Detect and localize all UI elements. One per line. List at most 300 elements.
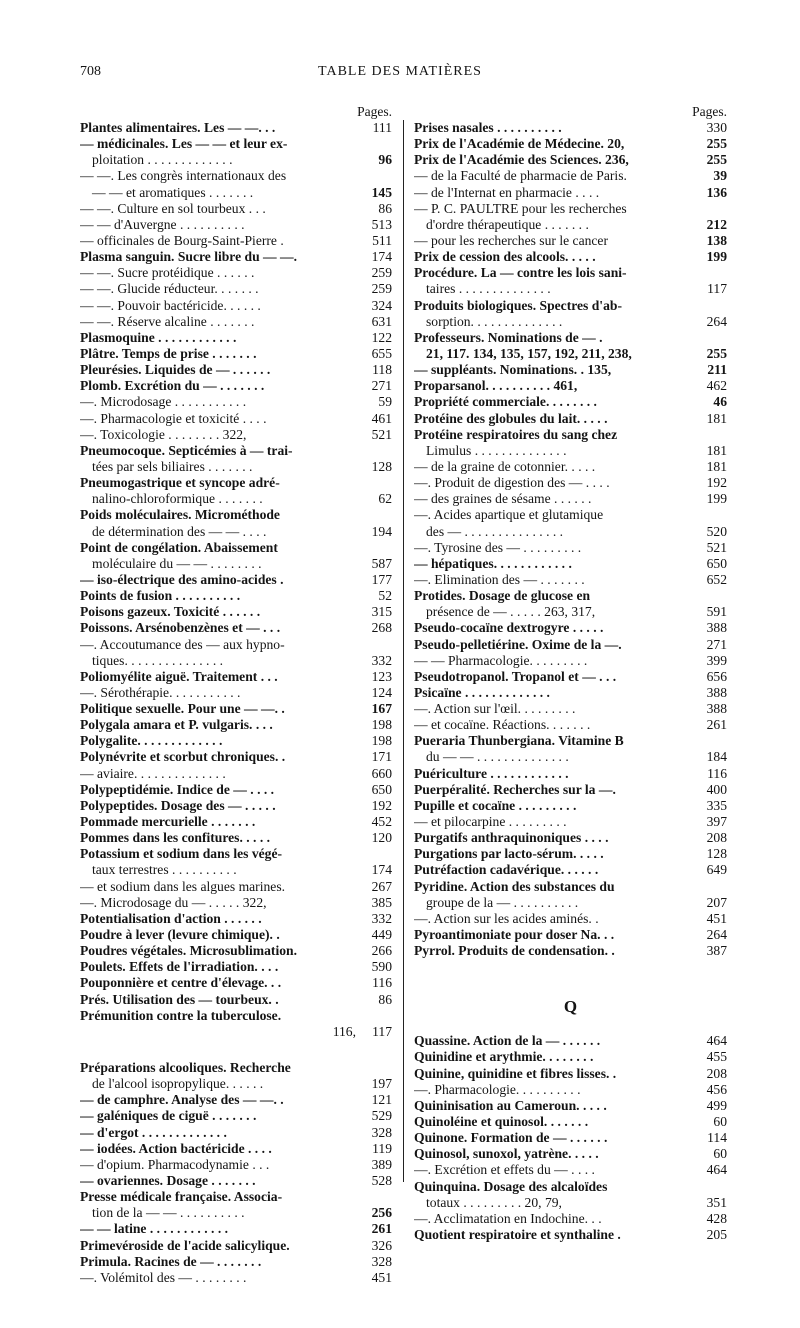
entry-page-number: 128 [369,459,392,475]
entry-text: groupe de la — . . . . . . . . . . [426,894,579,910]
index-entry [414,217,727,233]
left-column [80,103,392,1286]
entry-page-number: 86 [375,201,392,217]
entry-text: sorption. . . . . . . . . . . . . . [426,313,563,329]
index-entry [414,588,727,604]
entry-page-number: 122 [369,330,392,346]
entry-text: Politique sexuelle. Pour une — —. . [80,701,285,717]
entry-page-number: 116 [704,766,727,782]
entry-text: — de la graine de cotonnier. . . . . [414,458,596,474]
entry-page-number: 271 [704,637,727,653]
entry-page-number: 86 [375,992,392,1008]
entry-text: Limulus . . . . . . . . . . . . . . [426,442,567,458]
index-entry [80,346,392,362]
entry-page-number: 136 [704,185,727,201]
index-entry [414,895,727,911]
index-entry [80,298,392,314]
entry-text: —. Elimination des — . . . . . . . [414,571,585,587]
entry-page-number: 138 [704,233,727,249]
entry-page-number: 660 [369,766,392,782]
index-entry [80,443,392,459]
entry-page-number: 529 [369,1108,392,1124]
index-entry [80,637,392,653]
index-entry [414,298,727,314]
entry-text: Quininisation au Cameroun. . . . . [414,1097,607,1113]
entry-text: Presse médicale française. Associa- [80,1189,283,1205]
index-entry [80,620,392,636]
entry-page-number: 388 [704,620,727,636]
entry-text: Pneumocoque. Septicémies à — trai- [80,442,293,458]
index-entry [414,669,727,685]
entry-text: taires . . . . . . . . . . . . . . [426,281,551,297]
index-entry [80,378,392,394]
entry-text: — iodées. Action bactéricide . . . . [80,1140,272,1156]
entry-page-number: 181 [704,459,727,475]
entry-page-number: 124 [369,685,392,701]
entry-page-number: 513 [369,217,392,233]
entry-page-number: 464 [704,1162,727,1178]
entry-page-number: 212 [704,217,727,233]
entry-text: de détermination des — — . . . . [92,523,267,539]
entry-page-number: 181 [704,411,727,427]
entry-text: — —. Glucide réducteur. . . . . . . [80,281,259,297]
entry-text: Protéine respiratoires du sang chez [414,426,618,442]
entry-page-number: 461 [369,411,392,427]
entry-page-number: 328 [369,1254,392,1270]
entry-text: Prix de l'Académie de Médecine. 20, [414,136,625,152]
entry-page-number: 397 [704,814,727,830]
index-entry [80,1205,392,1221]
index-entry [414,1195,727,1211]
entry-text: — pour les recherches sur le cancer [414,232,608,248]
index-entry [80,1157,392,1173]
right-q-entries [414,1033,727,1243]
entry-text: Point de congélation. Abaissement [80,539,278,555]
entry-text: — — et aromatiques . . . . . . . [92,184,254,200]
index-entry [414,378,727,394]
entry-page-number: 650 [704,556,727,572]
entry-page-number: 62 [375,491,392,507]
entry-page-number: 264 [704,927,727,943]
index-entry [80,588,392,604]
entry-text: Poissons. Arsénobenzènes et — . . . [80,620,281,636]
entry-text: Plasma sanguin. Sucre libre du — —. [80,249,298,265]
index-entry [414,314,727,330]
entry-page-number: 587 [369,556,392,572]
entry-text: — officinales de Bourg-Saint-Pierre . [80,232,284,248]
index-entry [414,620,727,636]
index-entry [414,943,727,959]
entry-text: 21, 117. 134, 135, 157, 192, 211, 238, [426,345,632,361]
entry-text: Quotient respiratoire et synthaline . [414,1227,621,1242]
index-entry [80,217,392,233]
entry-text: Plomb. Excrétion du — . . . . . . . [80,378,265,394]
entry-text: —. Acides apartique et glutamique [414,507,604,523]
entry-page-number: 60 [710,1114,727,1130]
entry-text: moléculaire du — — . . . . . . . . [92,555,262,571]
entry-page-number: 271 [369,378,392,394]
entry-text: Quassine. Action de la — . . . . . . [414,1033,601,1049]
entry-page-number: 388 [704,701,727,717]
index-entry [414,1162,727,1178]
index-entry [80,604,392,620]
entry-text: ploitation . . . . . . . . . . . . . [92,152,233,168]
index-entry [80,749,392,765]
index-entry [80,782,392,798]
entry-text: Pouponnière et centre d'élevage. . . [80,975,282,991]
entry-page-number: 259 [369,281,392,297]
index-entry [80,766,392,782]
entry-text: — P. C. PAULTRE pour les recherches [414,200,627,216]
entry-text: Plasmoquine . . . . . . . . . . . . [80,329,237,345]
index-entry [80,475,392,491]
entry-text: tiques. . . . . . . . . . . . . . . [92,652,224,668]
entry-text: Professeurs. Nominations de — . [414,329,603,345]
index-entry [80,572,392,588]
entry-text: Plantes alimentaires. Les — —. . . [80,120,276,135]
index-entry [414,685,727,701]
entry-page-number: 177 [369,572,392,588]
entry-page-number: 198 [369,733,392,749]
index-entry [414,814,727,830]
index-entry [80,1254,392,1270]
index-entry [414,281,727,297]
entry-text: —. Microdosage du — . . . . . 322, [80,894,267,910]
entry-page-number: 264 [704,314,727,330]
entry-text: Pseudo-cocaïne dextrogyre . . . . . [414,620,604,636]
entry-page-number: 266 [369,943,392,959]
index-entry [80,281,392,297]
entry-text: — aviaire. . . . . . . . . . . . . . [80,765,226,781]
index-entry [80,1060,392,1076]
entry-page-number: 330 [704,120,727,136]
index-entry [80,507,392,523]
entry-text: Purgations par lacto-sérum. . . . . [414,846,604,862]
index-entry [80,992,392,1008]
index-entry [80,959,392,975]
index-entry [80,1092,392,1108]
entry-page-number: 171 [369,749,392,765]
index-entry [80,895,392,911]
index-entry [414,1082,727,1098]
index-entry [414,766,727,782]
entry-text: — —. Culture en sol tourbeux . . . [80,200,266,216]
entry-page-number: 192 [704,475,727,491]
index-entry [80,879,392,895]
entry-text: Protides. Dosage de glucose en [414,588,591,604]
entry-page-number: 52 [375,588,392,604]
entry-page-number: 261 [704,717,727,733]
index-entry [80,653,392,669]
entry-page-number: 631 [369,314,392,330]
entry-page-number: 451 [704,911,727,927]
entry-text: — ovariennes. Dosage . . . . . . . [80,1173,256,1188]
index-entry [80,120,392,136]
entry-text: Prix de cession des alcools. . . . . [414,249,596,265]
entry-text: — d'ergot . . . . . . . . . . . . . [80,1124,227,1140]
entry-page-number: 385 [369,895,392,911]
entry-page-number: 456 [704,1082,727,1098]
entry-page-number: 181 [704,443,727,459]
entry-text: Pyridine. Action des substances du [414,878,615,894]
entry-text: — et pilocarpine . . . . . . . . . [414,814,567,830]
entry-page-number: 121 [369,1092,392,1108]
index-entry [80,1270,392,1286]
pages-label-left: Pages. [357,104,392,119]
index-entry [80,1076,392,1092]
entry-text: Prés. Utilisation des — tourbeux. . [80,991,279,1007]
index-entry [80,862,392,878]
index-entry [80,459,392,475]
entry-page-number: 255 [704,152,727,168]
entry-text: Propriété commerciale. . . . . . . . [414,394,597,410]
entry-text: — de camphre. Analyse des — —. . [80,1092,284,1108]
entry-page-number: 590 [369,959,392,975]
entry-text: Quinoléine et quinosol. . . . . . . [414,1114,589,1130]
index-entry [414,233,727,249]
entry-page-number: 326 [369,1238,392,1254]
index-entry [80,330,392,346]
entry-text: —. Volémitol des — . . . . . . . . [80,1269,247,1285]
entry-text: Procédure. La — contre les lois sani- [414,265,627,281]
index-entry [414,1130,727,1146]
entry-text: Proparsanol. . . . . . . . . . 461, [414,378,578,394]
entry-page-number: 208 [704,830,727,846]
entry-text: Poisons gazeux. Toxicité . . . . . . [80,604,261,620]
entry-page-number: 428 [704,1211,727,1227]
entry-text: — iso-électrique des amino-acides . [80,571,284,587]
right-column [414,103,727,1243]
entry-text: présence de — . . . . . 263, 317, [426,604,596,620]
entry-text: Pseudotropanol. Tropanol et — . . . [414,668,617,684]
entry-page-number: 332 [369,911,392,927]
entry-page-number: 174 [369,862,392,878]
index-entry [80,814,392,830]
entry-text: —. Acclimatation en Indochine. . . [414,1210,602,1226]
entry-page-number: 591 [704,604,727,620]
entry-text: —. Action sur l'œil. . . . . . . . . [414,701,576,717]
entry-text: —. Toxicologie . . . . . . . . 322, [80,426,247,442]
index-entry [414,653,727,669]
index-entry [414,507,727,523]
index-entry [414,443,727,459]
index-entry [414,152,727,168]
entry-text: Primevéroside de l'acide salicylique. [80,1237,290,1253]
index-entry [414,556,727,572]
entry-text: Potentialisation d'action . . . . . . [80,910,262,926]
entry-text: — médicinales. Les — — et leur ex- [80,136,288,152]
index-entry [80,1189,392,1205]
entry-text: du — — . . . . . . . . . . . . . . [426,749,569,765]
pages-label-right: Pages. [692,104,727,119]
index-entry [414,733,727,749]
entry-page-number: 60 [710,1146,727,1162]
entry-text: Quinone. Formation de — . . . . . . [414,1130,608,1146]
entry-text: Pupille et cocaïne . . . . . . . . . [414,797,577,813]
entry-text: Quinosol, sunoxol, yatrène. . . . . [414,1146,599,1162]
index-entry [414,265,727,281]
index-entry [414,1066,727,1082]
index-entry [414,749,727,765]
index-entry [80,669,392,685]
index-entry [80,265,392,281]
entry-text: Préparations alcooliques. Recherche [80,1060,291,1076]
entry-text: —. Sérothérapie. . . . . . . . . . . [80,684,241,700]
entry-page-number: 198 [369,717,392,733]
entry-page-number: 451 [369,1270,392,1286]
index-entry [80,943,392,959]
index-entry [414,830,727,846]
entry-page-number: 205 [704,1227,727,1243]
index-entry [80,136,392,152]
entry-text: — galéniques de ciguë . . . . . . . [80,1108,257,1124]
entry-page-number: 199 [704,491,727,507]
index-entry [414,572,727,588]
entry-text: Puériculture . . . . . . . . . . . . [414,765,569,781]
index-entry [80,394,392,410]
entry-page-number: 328 [369,1125,392,1141]
entry-text: Prémunition contre la tuberculose. [80,1007,282,1023]
index-entry [414,604,727,620]
entry-page-number: 387 [704,943,727,959]
entry-page-number: 399 [704,653,727,669]
entry-page-number: 120 [369,830,392,846]
index-entry [80,427,392,443]
entry-text: — — latine . . . . . . . . . . . . [80,1221,229,1237]
entry-text: —. Microdosage . . . . . . . . . . . [80,394,247,410]
index-entry [414,1114,727,1130]
entry-page-number: 256 [369,1205,392,1221]
index-entry [414,1211,727,1227]
index-entry [80,314,392,330]
entry-text: — de l'Internat en pharmacie . . . . [414,184,600,200]
entry-text: — —. Pouvoir bactéricide. . . . . . [80,297,261,313]
index-entry [80,830,392,846]
index-entry [80,201,392,217]
index-entry [414,459,727,475]
entry-text: — —. Les congrès internationaux des [80,168,287,184]
entry-text: —. Pharmacologie. . . . . . . . . . [414,1081,581,1097]
entry-page-number: 655 [369,346,392,362]
index-entry [80,1125,392,1141]
entry-page-number: 650 [369,782,392,798]
entry-text: Poulets. Effets de l'irradiation. . . . [80,959,279,975]
entry-page-number: 462 [704,378,727,394]
entry-text: — — Pharmacologie. . . . . . . . . [414,652,588,668]
index-entry [414,394,727,410]
index-entry [414,1146,727,1162]
entry-page-number: 208 [704,1066,727,1082]
index-entry [414,362,727,378]
entry-text: Poids moléculaires. Microméthode [80,507,280,523]
index-entry [80,411,392,427]
entry-text: Polygalite. . . . . . . . . . . . . [80,733,223,749]
index-entry [414,717,727,733]
entry-text: — —. Réserve alcaline . . . . . . . [80,313,255,329]
entry-text: Pommade mercurielle . . . . . . . [80,814,256,830]
index-entry [414,346,727,362]
index-entry [80,846,392,862]
entry-text: —. Accoutumance des — aux hypno- [80,636,285,652]
entry-text: Polypeptides. Dosage des — . . . . . [80,797,276,813]
entry-text: tion de la — — . . . . . . . . . . [92,1205,245,1221]
entry-text: Plâtre. Temps de prise . . . . . . . [80,345,257,361]
entry-text: — —. Sucre protéidique . . . . . . [80,265,255,281]
entry-page-number: 145 [369,185,392,201]
index-entry [414,798,727,814]
column-divider [403,120,404,1182]
entry-page-number: 96 [375,152,392,168]
entry-page-number: 449 [369,927,392,943]
entry-text: tées par sels biliaires . . . . . . . [92,458,253,474]
entry-page-number: 511 [369,233,392,249]
index-entry [414,185,727,201]
index-entry [80,1024,392,1040]
index-entry [414,120,727,136]
index-entry [80,733,392,749]
entry-page-number: 652 [704,572,727,588]
entry-page-number: 123 [369,669,392,685]
index-entry [80,168,392,184]
entry-text: — des graines de sésame . . . . . . [414,491,592,507]
index-entry [80,1108,392,1124]
index-entry [80,249,392,265]
entry-page-number: 520 [704,524,727,540]
index-entry [414,427,727,443]
page-number: 708 [80,64,101,79]
entry-page-number: 389 [369,1157,392,1173]
entry-text: Potassium et sodium dans les végé- [80,846,283,862]
entry-page-number: 464 [704,1033,727,1049]
index-entry [414,136,727,152]
entry-text: — d'opium. Pharmacodynamie . . . [80,1156,270,1172]
entry-page-number: 255 [704,346,727,362]
entry-text: Pommes dans les confitures. . . . . [80,830,271,846]
index-entry [80,911,392,927]
index-entry [414,862,727,878]
entry-text: — suppléants. Nominations. . 135, [414,362,612,378]
entry-page-number: 261 [369,1221,392,1237]
entry-text: —. Action sur les acides aminés. . [414,910,599,926]
entry-text: Pleurésies. Liquides de — . . . . . . [80,362,271,378]
index-entry [414,330,727,346]
entry-text: Protéine des globules du lait. . . . . [414,410,608,426]
entry-text: Prix de l'Académie des Sciences. 236, [414,152,629,168]
entry-page-number: 521 [704,540,727,556]
entry-page-number: 499 [704,1098,727,1114]
index-entry [414,168,727,184]
index-entry [414,927,727,943]
index-entry [414,411,727,427]
entry-page-number: 197 [369,1076,392,1092]
entry-page-number: 332 [369,653,392,669]
index-entry [80,1141,392,1157]
entry-page-number: 114 [704,1130,727,1146]
entry-text: Polygala amara et P. vulgaris. . . . [80,717,273,733]
entry-text: Pneumogastrique et syncope adré- [80,475,280,491]
entry-text: Poudre à lever (levure chimique). . [80,927,280,943]
entry-page-number: 268 [369,620,392,636]
left-entries [80,120,392,1286]
entry-text: — et cocaïne. Réactions. . . . . . . [414,717,591,733]
index-entry [80,152,392,168]
index-entry [414,911,727,927]
entry-page-number: 119 [369,1141,392,1157]
entry-text: Points de fusion . . . . . . . . . . [80,588,241,604]
index-entry [80,685,392,701]
index-entry [414,1033,727,1049]
entry-text: 116, [332,1023,356,1039]
